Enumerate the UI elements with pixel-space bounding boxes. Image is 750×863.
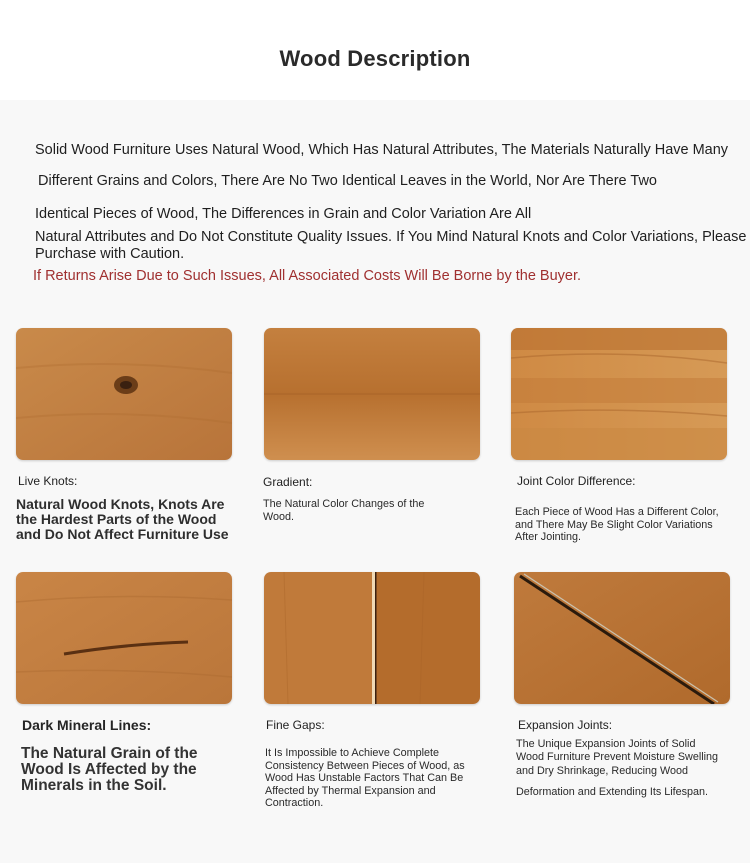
feature-text-expansion-1: The Unique Expansion Joints of Solid Wood Furniture Prevent Moisture Swelling	[516, 738, 719, 763]
feature-label-joint-color: Joint Color Difference:	[517, 474, 636, 488]
feature-label-fine-gaps: Fine Gaps:	[266, 718, 325, 732]
wood-expansion-joint-photo	[514, 572, 730, 704]
feature-label-gradient: Gradient:	[263, 475, 313, 489]
feature-text-joint-color: Each Piece of Wood Has a Different Color, and There May Be Slight Color Variations After Jointing.	[515, 506, 719, 543]
description-line-1: Solid Wood Furniture Uses Natural Wood, Which Has Natural Attributes, The Materials Naturally Have Many	[35, 142, 729, 158]
feature-text-expansion-joints	[516, 738, 726, 798]
feature-text-expansion-3: Deformation and Extending Its Lifespan.	[516, 785, 709, 798]
description-line-2: Different Grains and Colors, There Are No Two Identical Leaves in the World, Nor Are There Two	[38, 173, 657, 189]
wood-gradient-photo	[264, 328, 480, 460]
wood-knot-photo	[16, 328, 232, 460]
wood-gap-photo	[264, 572, 480, 704]
warning-text: If Returns Arise Due to Such Issues, All Associated Costs Will Be Borne by the Buyer.	[33, 268, 582, 284]
feature-text-gradient: The Natural Color Changes of the Wood.	[263, 498, 425, 523]
feature-text-mineral-lines: The Natural Grain of the Wood Is Affected by the Minerals in the Soil.	[21, 745, 198, 794]
feature-text-expansion-2: and Dry Shrinkage, Reducing Wood	[516, 765, 689, 777]
wood-joint-photo	[511, 328, 727, 460]
wood-mineral-line-photo	[16, 572, 232, 704]
feature-text-live-knots: Natural Wood Knots, Knots Are the Hardest Parts of the Wood and Do Not Affect Furniture Use	[16, 496, 229, 542]
feature-label-live-knots: Live Knots:	[18, 474, 78, 488]
description-line-4: Natural Attributes and Do Not Constitute Quality Issues. If You Mind Natural Knots and Color Variations, Please Purchase with Caution.	[35, 229, 747, 262]
feature-label-mineral-lines: Dark Mineral Lines:	[22, 717, 152, 733]
feature-label-expansion-joints: Expansion Joints:	[518, 718, 613, 732]
feature-text-fine-gaps: It Is Impossible to Achieve Complete Consistency Between Pieces of Wood, as Wood Has Unstable Factors That Can Be Affected by Thermal Expansion and Contraction.	[265, 747, 465, 809]
page-title: Wood Description	[279, 46, 471, 71]
description-line-3: Identical Pieces of Wood, The Differences in Grain and Color Variation Are All	[35, 206, 532, 222]
